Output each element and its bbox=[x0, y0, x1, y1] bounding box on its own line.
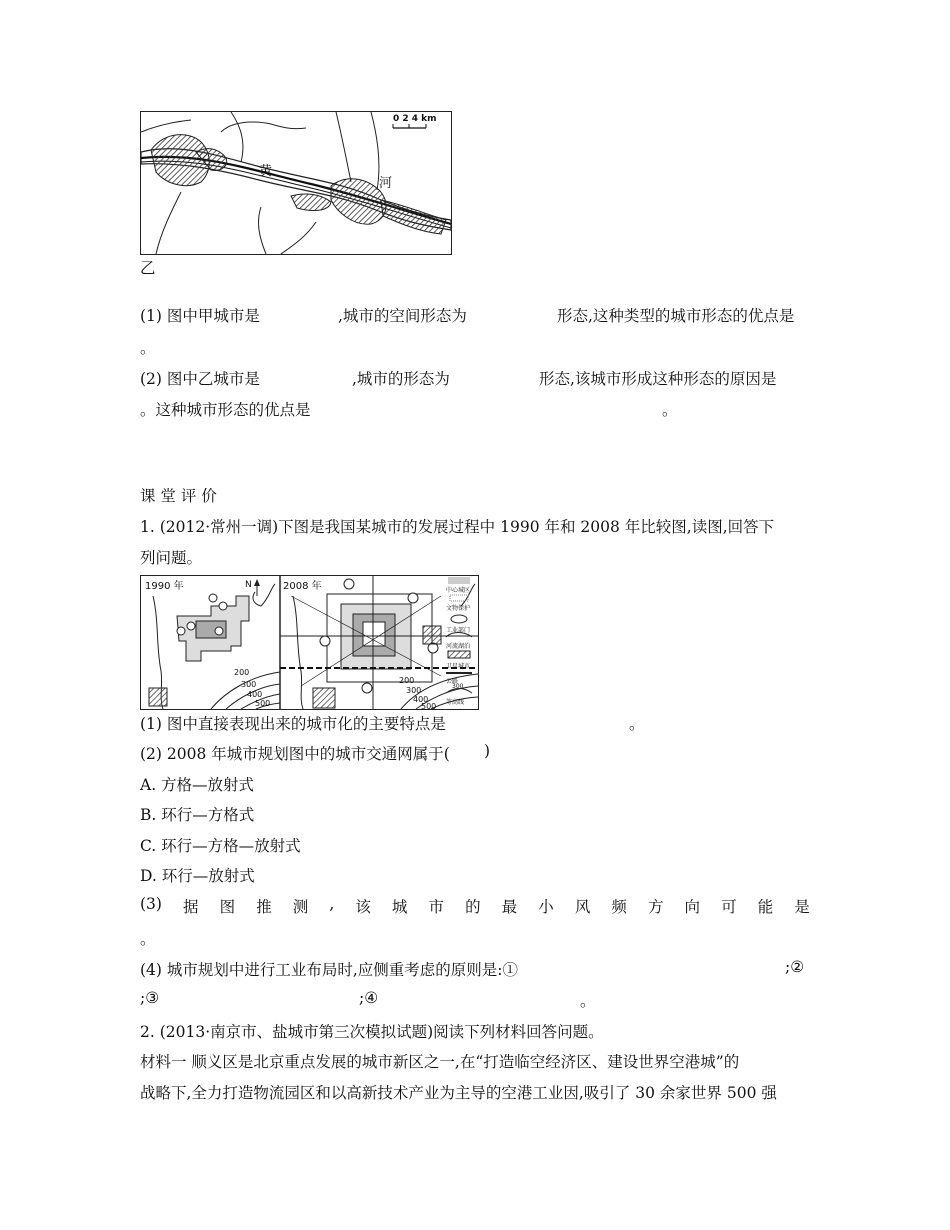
map-label-2008: 2008 年 bbox=[283, 581, 322, 592]
scale-label: 0 2 4 km bbox=[393, 114, 437, 124]
p1-stem-line2: 列问题。 bbox=[140, 549, 203, 567]
p1-q4-line2a: ;③ bbox=[140, 989, 160, 1007]
p1-q2-end: ) bbox=[484, 742, 491, 760]
p1-q1-end: 。 bbox=[629, 715, 645, 733]
q3-word: 最 bbox=[501, 898, 518, 916]
top-q2-mid: ,城市的形态为 bbox=[352, 370, 450, 388]
q3-word: (3) bbox=[140, 895, 162, 913]
top-q2-end: 形态,该城市形成这种形态的原因是 bbox=[539, 370, 777, 388]
legend-item: 中心城区 bbox=[446, 587, 471, 594]
q3-word: 小 bbox=[538, 898, 554, 916]
q3-word: 频 bbox=[611, 898, 627, 916]
q3-word: 能 bbox=[757, 898, 774, 916]
map-city-svg bbox=[141, 576, 478, 709]
top-q1-mid: ,城市的空间形态为 bbox=[338, 307, 467, 325]
option-d[interactable]: D. 环行—放射式 bbox=[140, 867, 255, 885]
q3-word: 方 bbox=[647, 898, 664, 916]
q3-word: 风 bbox=[574, 898, 591, 916]
q3-word: 测 bbox=[292, 898, 309, 916]
q3-word: 图 bbox=[219, 898, 236, 916]
river-label-huang: 黄 bbox=[259, 164, 273, 179]
q3-word: 市 bbox=[428, 898, 445, 916]
river-label-he: 河 bbox=[379, 176, 393, 191]
top-q2-line2a: 。这种城市形态的优点是 bbox=[140, 401, 311, 419]
q3-word: 是 bbox=[794, 898, 810, 916]
p1-stem-line1: 1. (2012·常州一调)下图是我国某城市的发展过程中 1990 年和 2008 年比较图,读图,回答下 bbox=[140, 518, 775, 536]
figure-caption: 乙 bbox=[140, 259, 156, 277]
p1-q1: (1) 图中直接表现出来的城市化的主要特点是 bbox=[140, 715, 446, 733]
q3-word: 该 bbox=[355, 898, 371, 916]
p2-material1-line1: 材料一 顺义区是北京重点发展的城市新区之一,在“打造临空经济区、建设世界空港城”的 bbox=[140, 1053, 740, 1071]
contour-label: 500 bbox=[255, 699, 271, 708]
contour-label: 500 bbox=[421, 702, 437, 710]
legend-contour-value: 300 bbox=[452, 683, 464, 690]
section-title: 课 堂 评 价 bbox=[140, 487, 217, 505]
map-label-1990: 1990 年 bbox=[145, 581, 184, 592]
p1-q2: (2) 2008 年城市规划图中的城市交通网属于( bbox=[140, 745, 450, 763]
p2-material1-line2: 战略下,全力打造物流园区和以高新技术产业为主导的空港工业因,吸引了 30 余家世界 500 强 bbox=[140, 1084, 777, 1102]
contour-label: 200 bbox=[399, 676, 415, 685]
p1-q3-line2: 。 bbox=[140, 930, 156, 948]
p1-q4-line2b: ;④ bbox=[359, 989, 379, 1007]
q3-word: 可 bbox=[721, 898, 737, 916]
map-yi-svg bbox=[141, 112, 451, 254]
p1-q4-start: (4) 城市规划中进行工业布局时,应侧重考虑的原则是:① bbox=[140, 961, 519, 979]
option-a[interactable]: A. 方格—放射式 bbox=[140, 776, 255, 794]
legend-item: 工业部门 bbox=[446, 627, 471, 634]
legend-item: 公路 bbox=[446, 678, 459, 685]
q3-word: 据 bbox=[183, 898, 199, 916]
legend-item: 文物保护 bbox=[446, 605, 471, 612]
legend-item: 卫星城市 bbox=[446, 663, 471, 670]
q3-word: 的 bbox=[465, 898, 481, 916]
top-q2-start: (2) 图中乙城市是 bbox=[140, 370, 260, 388]
contour-label: 300 bbox=[241, 680, 257, 689]
contour-label: 200 bbox=[234, 668, 250, 677]
map-yi bbox=[140, 111, 452, 255]
contour-label: 400 bbox=[247, 690, 263, 699]
legend-item: 等高线 bbox=[446, 699, 465, 706]
map-city-comparison bbox=[140, 575, 479, 710]
p1-q4-end: ;② bbox=[785, 958, 805, 976]
map-legend bbox=[440, 575, 478, 708]
q3-word: 向 bbox=[684, 898, 701, 916]
p2-stem: 2. (2013·南京市、盐城市第三次模拟试题)阅读下列材料回答问题。 bbox=[140, 1023, 604, 1041]
option-c[interactable]: C. 环行—方格—放射式 bbox=[140, 837, 301, 855]
q3-word: 推 bbox=[256, 898, 272, 916]
p1-q3-line bbox=[140, 895, 810, 917]
top-q1-end: 形态,这种类型的城市形态的优点是 bbox=[557, 307, 795, 325]
top-q1-line2: 。 bbox=[140, 339, 156, 357]
contour-label: 400 bbox=[413, 695, 429, 704]
top-q1-start: (1) 图中甲城市是 bbox=[140, 307, 260, 325]
option-b[interactable]: B. 环行—方格式 bbox=[140, 806, 255, 824]
contour-label: 300 bbox=[406, 686, 422, 695]
p1-q4-line2c: 。 bbox=[580, 992, 596, 1010]
q3-word: 城 bbox=[391, 898, 408, 916]
top-q2-line2b: 。 bbox=[662, 401, 678, 419]
north-label: N bbox=[245, 580, 252, 590]
legend-item: 河流湖泊 bbox=[446, 643, 471, 650]
q3-word: , bbox=[329, 895, 335, 913]
